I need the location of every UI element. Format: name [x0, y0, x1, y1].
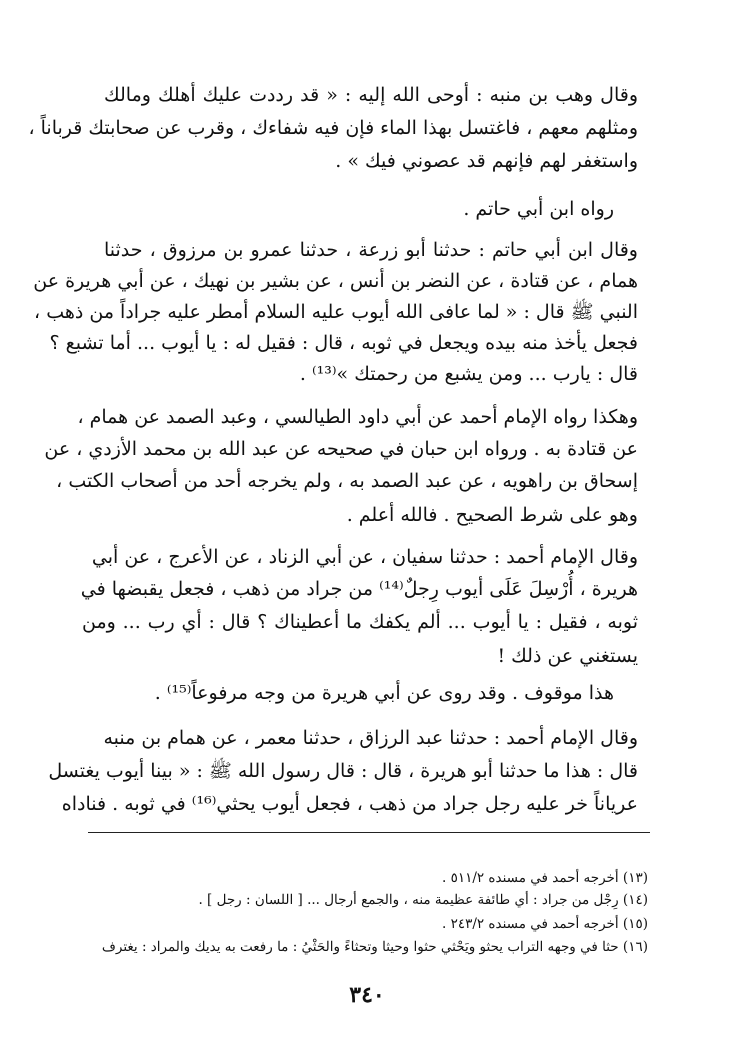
- body-line-16: ثوبه ، فقيل : يا أيوب ... ألم يكفك ما أعطيناك ؟ قال : أي رب ... ومن: [82, 611, 638, 633]
- footnote-13: (١٣) أخرجه أحمد في مسنده ٥١١/٢ .: [441, 870, 648, 886]
- body-line-3: واستغفر لهم فإنهم قد عصوني فيك » .: [335, 150, 638, 172]
- footnote-15: (١٥) أخرجه أحمد في مسنده ٢٤٣/٢ .: [441, 916, 648, 932]
- footnote-16: (١٦) حثا في وجهه التراب يحثو ويَحْثي حثوا وحيثا وتحثاءً والحَثْيُ : ما رفعت به يديك والمراد : يغترف: [101, 939, 648, 955]
- body-line-18: هذا موقوف . وقد روى عن أبي هريرة من وجه مرفوعاً⁽¹⁵⁾ .: [154, 682, 614, 704]
- body-line-4: رواه ابن أبي حاتم .: [463, 198, 614, 220]
- footnote-14: (١٤) رِجْل من جراد : أي طائفة عظيمة منه ، والجمع أرجال ... [ اللسان : رجل ] .: [198, 892, 648, 908]
- body-line-21: عرياناً خر عليه رجل جراد من ذهب ، فجعل أيوب يحثي⁽¹⁶⁾ في ثوبه . فناداه: [61, 793, 638, 815]
- footnote-divider: [88, 832, 650, 833]
- body-line-7: النبي ﷺ قال : « لما عافى الله أيوب عليه السلام أمطر عليه جراداً من ذهب ،: [34, 301, 638, 323]
- body-line-20: قال : هذا ما حدثنا أبو هريرة ، قال : قال رسول الله ﷺ : « بينا أيوب يغتسل: [48, 760, 638, 782]
- body-line-12: إسحاق بن راهويه ، عن عبد الصمد به ، ولم يخرجه أحد من أصحاب الكتب ،: [56, 470, 638, 492]
- body-line-17: يستغني عن ذلك !: [497, 645, 638, 667]
- body-line-8: فجعل يأخذ منه بيده ويجعل في ثوبه ، قال : فقيل له : يا أيوب ... أما تشبع ؟: [49, 332, 638, 354]
- body-line-2: ومثلهم معهم ، فاغتسل بهذا الماء فإن فيه شفاءك ، وقرب عن صحابتك قرباناً ،: [28, 117, 638, 139]
- body-line-6: همام ، عن قتادة ، عن النضر بن أنس ، عن بشير بن نهيك ، عن أبي هريرة عن: [33, 270, 638, 292]
- body-line-9: قال : يارب ... ومن يشبع من رحمتك »⁽¹³⁾ .: [299, 363, 638, 385]
- body-line-15: هريرة ، أُرْسِلَ عَلَى أيوب رِجلٌ⁽¹⁴⁾ من جراد من ذهب ، فجعل يقبضها في: [80, 578, 638, 600]
- body-line-1: وقال وهب بن منبه : أوحى الله إليه : « قد رددت عليك أهلك ومالك: [104, 84, 638, 106]
- body-line-13: وهو على شرط الصحيح . فالله أعلم .: [346, 504, 638, 526]
- body-line-10: وهكذا رواه الإمام أحمد عن أبي داود الطيالسي ، وعبد الصمد عن همام ،: [77, 406, 638, 428]
- page-number: ٣٤٠: [349, 982, 385, 1008]
- body-line-11: عن قتادة به . ورواه ابن حبان في صحيحه عن عبد الله بن محمد الأزدي ، عن: [44, 438, 638, 460]
- body-line-5: وقال ابن أبي حاتم : حدثنا أبو زرعة ، حدثنا عمرو بن مرزوق ، حدثنا: [104, 239, 638, 261]
- body-line-14: وقال الإمام أحمد : حدثنا سفيان ، عن أبي الزناد ، عن الأعرج ، عن أبي: [91, 546, 638, 568]
- body-line-19: وقال الإمام أحمد : حدثنا عبد الرزاق ، حدثنا معمر ، عن همام بن منبه: [103, 727, 638, 749]
